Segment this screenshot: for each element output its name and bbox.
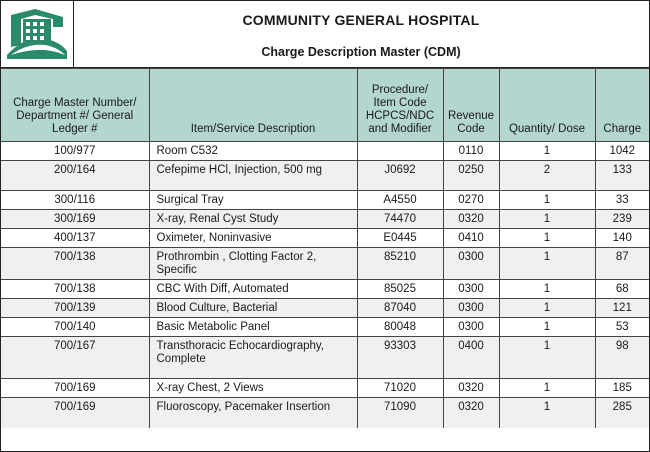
procedure-code-cell: 85025 (357, 280, 443, 299)
revenue-code-cell: 0300 (443, 248, 499, 280)
column-header: Item/Service Description (149, 69, 357, 142)
column-header: Charge Master Number/ Department #/ General Ledger # (1, 69, 149, 142)
table-header-row (1, 69, 649, 142)
logo-box (1, 1, 74, 67)
charge-cell: 53 (595, 318, 649, 337)
description-cell: Basic Metabolic Panel (149, 318, 357, 337)
charge-cell: 285 (595, 398, 649, 428)
revenue-code-cell: 0110 (443, 142, 499, 161)
revenue-code-cell: 0300 (443, 280, 499, 299)
charge-master-number-cell: 300/116 (1, 191, 149, 210)
table-body (1, 142, 649, 428)
charge-master-number-cell: 700/138 (1, 248, 149, 280)
revenue-code-cell: 0320 (443, 210, 499, 229)
document-header (1, 1, 649, 68)
charge-cell: 87 (595, 248, 649, 280)
table-row (1, 280, 649, 299)
table-row (1, 191, 649, 210)
hospital-building-icon (5, 5, 69, 63)
description-cell: Cefepime HCl, Injection, 500 mg (149, 161, 357, 191)
revenue-code-cell: 0320 (443, 398, 499, 428)
revenue-code-cell: 0300 (443, 318, 499, 337)
procedure-code-cell: 93303 (357, 337, 443, 379)
charge-cell: 98 (595, 337, 649, 379)
charge-master-number-cell: 300/169 (1, 210, 149, 229)
table-row (1, 229, 649, 248)
charge-cell: 1042 (595, 142, 649, 161)
table-row (1, 379, 649, 398)
procedure-code-cell: J0692 (357, 161, 443, 191)
quantity-cell: 1 (499, 210, 595, 229)
revenue-code-cell: 0410 (443, 229, 499, 248)
description-cell: Room C532 (149, 142, 357, 161)
table-row (1, 161, 649, 191)
table-row (1, 398, 649, 428)
quantity-cell: 1 (499, 229, 595, 248)
quantity-cell: 1 (499, 142, 595, 161)
quantity-cell: 1 (499, 248, 595, 280)
revenue-code-cell: 0320 (443, 379, 499, 398)
charge-master-number-cell: 200/164 (1, 161, 149, 191)
charge-cell: 121 (595, 299, 649, 318)
charge-master-number-cell: 700/169 (1, 379, 149, 398)
cdm-table (1, 68, 649, 428)
description-cell: Fluoroscopy, Pacemaker Insertion (149, 398, 357, 428)
column-header: Quantity/ Dose (499, 69, 595, 142)
charge-cell: 68 (595, 280, 649, 299)
quantity-cell: 1 (499, 379, 595, 398)
column-header: Revenue Code (443, 69, 499, 142)
description-cell: Prothrombin , Clotting Factor 2, Specific (149, 248, 357, 280)
table-row (1, 210, 649, 229)
charge-master-number-cell: 700/139 (1, 299, 149, 318)
procedure-code-cell: 87040 (357, 299, 443, 318)
description-cell: CBC With Diff, Automated (149, 280, 357, 299)
procedure-code-cell: 85210 (357, 248, 443, 280)
procedure-code-cell: A4550 (357, 191, 443, 210)
description-cell: Transthoracic Echocardiography, Complete (149, 337, 357, 379)
quantity-cell: 1 (499, 191, 595, 210)
table-row (1, 318, 649, 337)
charge-cell: 185 (595, 379, 649, 398)
procedure-code-cell: E0445 (357, 229, 443, 248)
charge-master-number-cell: 700/167 (1, 337, 149, 379)
quantity-cell: 2 (499, 161, 595, 191)
revenue-code-cell: 0400 (443, 337, 499, 379)
procedure-code-cell (357, 142, 443, 161)
description-cell: Oximeter, Noninvasive (149, 229, 357, 248)
charge-cell: 33 (595, 191, 649, 210)
charge-cell: 140 (595, 229, 649, 248)
procedure-code-cell: 71020 (357, 379, 443, 398)
procedure-code-cell: 74470 (357, 210, 443, 229)
quantity-cell: 1 (499, 280, 595, 299)
revenue-code-cell: 0250 (443, 161, 499, 191)
charge-cell: 239 (595, 210, 649, 229)
charge-master-number-cell: 400/137 (1, 229, 149, 248)
revenue-code-cell: 0270 (443, 191, 499, 210)
revenue-code-cell: 0300 (443, 299, 499, 318)
table-row (1, 142, 649, 161)
table-row (1, 248, 649, 280)
description-cell: Surgical Tray (149, 191, 357, 210)
quantity-cell: 1 (499, 398, 595, 428)
description-cell: Blood Culture, Bacterial (149, 299, 357, 318)
charge-master-number-cell: 700/169 (1, 398, 149, 428)
charge-master-number-cell: 700/138 (1, 280, 149, 299)
document-title: Charge Description Master (CDM) (261, 45, 461, 59)
hospital-name: COMMUNITY GENERAL HOSPITAL (242, 12, 480, 28)
description-cell: X-ray, Renal Cyst Study (149, 210, 357, 229)
column-header: Charge (595, 69, 649, 142)
charge-cell: 133 (595, 161, 649, 191)
charge-master-number-cell: 100/977 (1, 142, 149, 161)
table-row (1, 337, 649, 379)
procedure-code-cell: 80048 (357, 318, 443, 337)
quantity-cell: 1 (499, 299, 595, 318)
table-row (1, 299, 649, 318)
quantity-cell: 1 (499, 318, 595, 337)
quantity-cell: 1 (499, 337, 595, 379)
charge-master-number-cell: 700/140 (1, 318, 149, 337)
column-header: Procedure/ Item Code HCPCS/NDC and Modifier (357, 69, 443, 142)
description-cell: X-ray Chest, 2 Views (149, 379, 357, 398)
procedure-code-cell: 71090 (357, 398, 443, 428)
